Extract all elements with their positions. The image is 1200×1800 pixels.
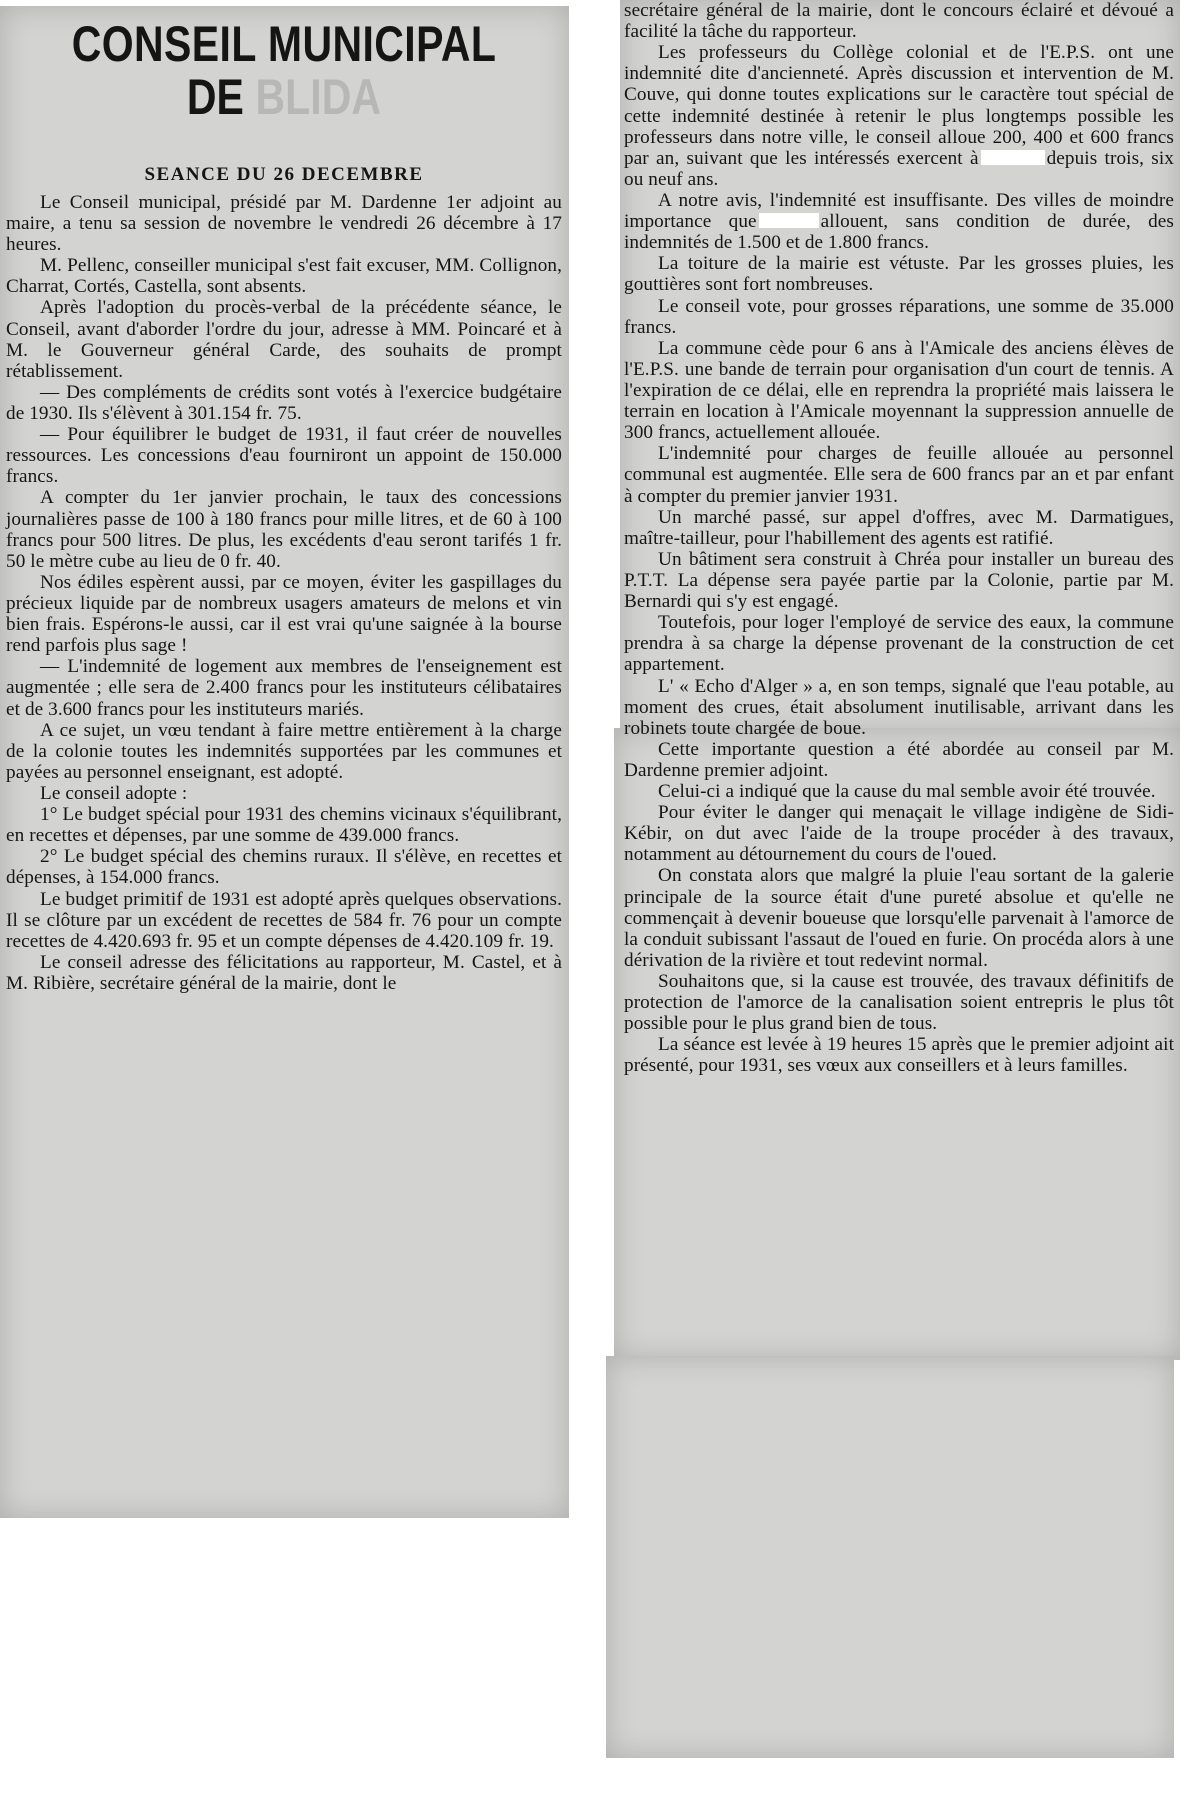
redaction-mark [981, 150, 1045, 165]
paragraph: L' « Echo d'Alger » a, en son temps, signalé que l'eau potable, au moment des crues, était absolument inutilisable, arrivant dans les robinets toute chargée de boue. [624, 675, 1174, 739]
paragraph: Toutefois, pour loger l'employé de service des eaux, la commune prendra à sa charge la dépense provenant de la construction de cet appartement. [624, 612, 1174, 676]
headline-line-2 [56, 68, 512, 125]
paragraph: — L'indemnité de logement aux membres de l'enseignement est augmentée ; elle sera de 2.400 francs pour les instituteurs célibataires et de 3.600 francs pour les instituteurs mariés. [6, 656, 562, 720]
paragraph: Un bâtiment sera construit à Chréa pour installer un bureau des P.T.T. La dépense sera payée partie par la Colonie, partie par M. Bernardi qui s'y est engagé. [624, 548, 1174, 613]
paragraph: — Pour équilibrer le budget de 1931, il faut créer de nouvelles ressources. Les concessions d'eau fourniront un appoint de 150.000 francs. [6, 424, 562, 488]
session-date: SEANCE DU 26 DECEMBRE [144, 164, 424, 185]
paragraph: La séance est levée à 19 heures 15 après que le premier adjoint ait présenté, pour 1931, ses vœux aux conseillers et à leurs familles. [624, 1034, 1174, 1077]
paragraph: — Des compléments de crédits sont votés à l'exercice budgétaire de 1930. Ils s'élèvent à 301.154 fr. 75. [6, 381, 562, 424]
paragraph: Celui-ci a indiqué que la cause du mal semble avoir été trouvée. [658, 781, 1156, 803]
headline-place-name: BLIDA [255, 68, 382, 125]
paragraph: Le budget primitif de 1931 est adopté après quelques observations. Il se clôture par un excédent de recettes de 584 fr. 76 pour un compte recettes de 4.420.693 fr. 95 et un compte dépenses de 4.420.109 fr. 19. [6, 888, 562, 952]
paragraph: La commune cède pour 6 ans à l'Amicale des anciens élèves de l'E.P.S. une bande de terrain pour organisation d'un court de tennis. A l'expiration de ce délai, elle en reprendra la propriété mais laissera le terrain en location à l'Amicale moyennant la suppression annuelle de 300 francs, actuellement allouée. [624, 337, 1174, 444]
paragraph: Pour éviter le danger qui menaçait le village indigène de Sidi-Kébir, on dut avec l'aide de la troupe procéder à des travaux, notamment au détournement du cours de l'oued. [624, 802, 1174, 866]
paragraph: Après l'adoption du procès-verbal de la précédente séance, le Conseil, avant d'aborder l'ordre du jour, adresse à MM. Poincaré et à M. le Gouverneur général Carde, des souhaits de prompt rétablissement. [6, 297, 562, 382]
paragraph-text: allouent, sans condition de durée, des indemnités de 1.500 et de 1.800 francs. [624, 211, 1174, 254]
paragraph-avis [624, 190, 1174, 253]
continuation-text: secrétaire général de la mairie, dont le concours éclairé et dévoué a facilité la tâche du rapporteur. [624, 0, 1174, 43]
paragraph: La toiture de la mairie est vétuste. Par les grosses pluies, les gouttières sont fort nombreuses. [624, 253, 1174, 296]
paragraph: Souhaitons que, si la cause est trouvée, des travaux définitifs de protection de l'amorce de la canalisation soient entrepris le plus tôt possible pour le plus grand bien de tous. [624, 971, 1174, 1035]
paragraph: Un marché passé, sur appel d'offres, avec M. Darmatigues, maître-tailleur, pour l'habillement des agents est ratifié. [624, 506, 1174, 549]
paragraph: 1° Le budget spécial pour 1931 des chemins vicinaux s'équilibrant, en recettes et dépenses, par une somme de 439.000 francs. [6, 804, 562, 847]
left-column [6, 6, 562, 994]
headline-line-1: CONSEIL MUNICIPAL [71, 16, 497, 72]
headline-prefix: DE [186, 68, 256, 125]
right-column [624, 0, 1174, 1077]
paragraph-text: depuis trois, six ou neuf ans. [624, 147, 1174, 190]
paragraph: Le Conseil municipal, présidé par M. Dardenne 1er adjoint au maire, a tenu sa session de novembre le vendredi 26 décembre à 17 heures. [6, 191, 562, 256]
paragraph-text: Les professeurs du Collège colonial et de l'E.P.S. ont une indemnité dite d'ancienneté. Après discussion et intervention de M. Couve, qui donne toutes explications sur le caractère tout spécial de cette indemnité destinée à retenir le plus longtemps possible les professeurs dans notre ville, le conseil alloue 200, 400 et 600 francs par an, suivant que les intéressés exercent à [624, 42, 1174, 169]
paragraph: 2° Le budget spécial des chemins ruraux. Il s'élève, en recettes et dépenses, à 154.000 francs. [6, 846, 562, 889]
paragraph-text: A notre avis, l'indemnité est insuffisante. Des villes de moindre importance que [624, 189, 1174, 233]
paragraph: Nos édiles espèrent aussi, par ce moyen, éviter les gaspillages du précieux liquide par de nombreux usagers amateurs de melons et vin bien frais. Espérons-le aussi, car il est vrai qu'une saignée à la bourse rend parfois plus sage ! [6, 571, 562, 657]
paragraph: L'indemnité pour charges de feuille allouée au personnel communal est augmentée. Elle sera de 600 francs par an et par enfant à compter du premier janvier 1931. [624, 443, 1174, 507]
redaction-mark [759, 213, 819, 228]
clipping-right-bottom [606, 1356, 1174, 1758]
paragraph: A ce sujet, un vœu tendant à faire mettre entièrement à la charge de la colonie toutes les indemnités supportées par les communes et payées au personnel enseignant, est adopté. [6, 719, 562, 783]
paragraph: M. Pellenc, conseiller municipal s'est fait excuser, MM. Collignon, Charrat, Cortés, Castella, sont absents. [6, 255, 562, 298]
paragraph: Le conseil adresse des félicitations au rapporteur, M. Castel, et à M. Ribière, secrétaire général de la mairie, dont le [6, 951, 562, 994]
paragraph: Le conseil vote, pour grosses réparations, une somme de 35.000 francs. [624, 295, 1174, 338]
paragraph: Cette importante question a été abordée au conseil par M. Dardenne premier adjoint. [624, 738, 1174, 781]
paragraph: On constata alors que malgré la pluie l'eau sortant de la galerie principale de la source était d'une pureté absolue et qu'elle ne commençait à devenir boueuse que lorsqu'elle parvenait à l'amorce de la conduit subissant l'assaut de l'oued en furie. On procéda alors à une dérivation de la rivière et tout redevint normal. [624, 865, 1174, 971]
paragraph: Le conseil adopte : [40, 782, 188, 804]
paragraph: A compter du 1er janvier prochain, le taux des concessions journalières passe de 100 à 180 francs pour mille litres, et de 60 à 100 francs pour 500 litres. De plus, les excédents d'eau seront tarifés 1 fr. 50 le mètre cube au lieu de 0 fr. 40. [6, 487, 562, 572]
paragraph-professeurs [624, 42, 1174, 190]
